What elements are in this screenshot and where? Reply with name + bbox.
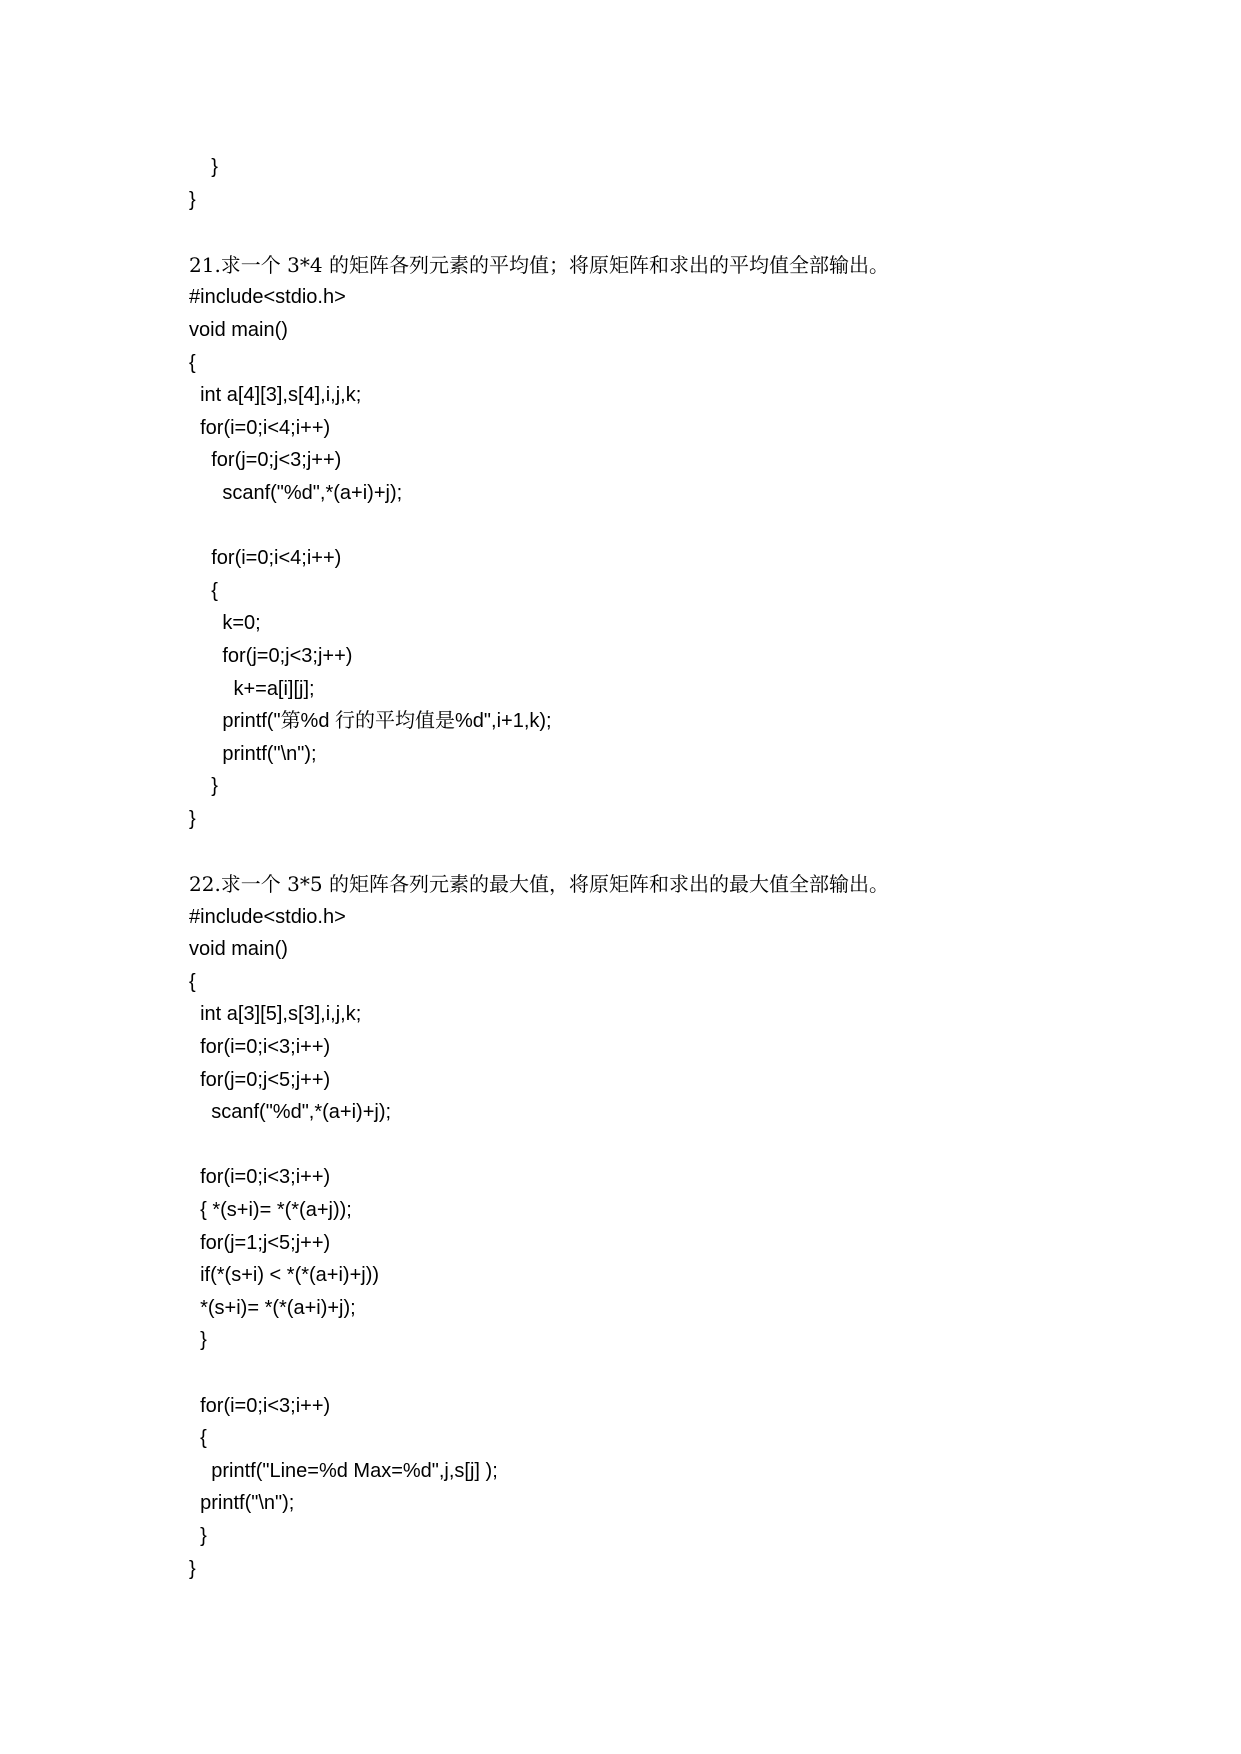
code-line: } xyxy=(189,1557,196,1580)
code-line: printf("第%d 行的平均值是%d",i+1,k); xyxy=(189,710,552,733)
spacer xyxy=(189,835,1189,868)
code-line: *(s+i)= *(*(a+i)+j); xyxy=(189,1296,356,1319)
code-line: } xyxy=(189,188,196,211)
code-line: { *(s+i)= *(*(a+j)); xyxy=(189,1199,352,1221)
code-line: k+=a[i][j]; xyxy=(189,677,315,700)
code-line: { xyxy=(189,1427,207,1450)
code-line: for(i=0;i<3;i++) xyxy=(189,1394,331,1417)
code-line: for(i=0;i<4;i++) xyxy=(189,416,331,439)
code-line: #include<stdio.h> xyxy=(189,286,346,309)
code-line: for(i=0;i<3;i++) xyxy=(189,1036,331,1059)
code-line: for(j=1;j<5;j++) xyxy=(189,1231,331,1254)
code-line: for(j=0;j<3;j++) xyxy=(189,449,342,472)
code-line: int a[4][3],s[4],i,j,k; xyxy=(189,384,362,407)
question-21 xyxy=(189,249,1189,836)
code-line xyxy=(189,1357,1189,1390)
code-line: if(*(s+i) < *(*(a+i)+j)) xyxy=(189,1264,380,1287)
document-content xyxy=(189,151,1189,1585)
code-line: } xyxy=(189,807,196,830)
question-21-code xyxy=(189,281,1189,835)
code-line: { xyxy=(189,579,218,602)
question-21-heading: 21.求一个 3*4 的矩阵各列元素的平均值；将原矩阵和求出的平均值全部输出。 xyxy=(189,252,889,277)
question-22 xyxy=(189,868,1189,1585)
spacer xyxy=(189,216,1189,249)
code-line: } xyxy=(189,1524,207,1547)
code-line: { xyxy=(189,970,196,993)
code-line: { xyxy=(189,351,196,374)
code-line: scanf("%d",*(a+i)+j); xyxy=(189,481,403,504)
code-line: int a[3][5],s[3],i,j,k; xyxy=(189,1003,362,1026)
code-line: for(j=0;j<5;j++) xyxy=(189,1068,331,1091)
code-line: for(j=0;j<3;j++) xyxy=(189,644,353,667)
code-line: void main() xyxy=(189,318,288,341)
code-line: printf("\n"); xyxy=(189,1492,295,1515)
code-line: for(i=0;i<3;i++) xyxy=(189,1166,331,1189)
code-line: printf("\n"); xyxy=(189,742,317,765)
code-line: } xyxy=(189,156,218,178)
code-line: #include<stdio.h> xyxy=(189,905,346,928)
code-line: for(i=0;i<4;i++) xyxy=(189,547,342,570)
code-line: scanf("%d",*(a+i)+j); xyxy=(189,1101,392,1124)
code-line xyxy=(189,1129,1189,1162)
question-22-heading: 22.求一个 3*5 的矩阵各列元素的最大值，将原矩阵和求出的最大值全部输出。 xyxy=(189,872,889,897)
code-line: void main() xyxy=(189,938,288,961)
previous-code-tail xyxy=(189,151,1189,216)
code-line: } xyxy=(189,775,218,798)
code-line: printf("Line=%d Max=%d",j,s[j] ); xyxy=(189,1459,498,1482)
code-line: } xyxy=(189,1329,207,1352)
question-22-code xyxy=(189,901,1189,1585)
code-line xyxy=(189,510,1189,543)
code-line: k=0; xyxy=(189,612,261,635)
